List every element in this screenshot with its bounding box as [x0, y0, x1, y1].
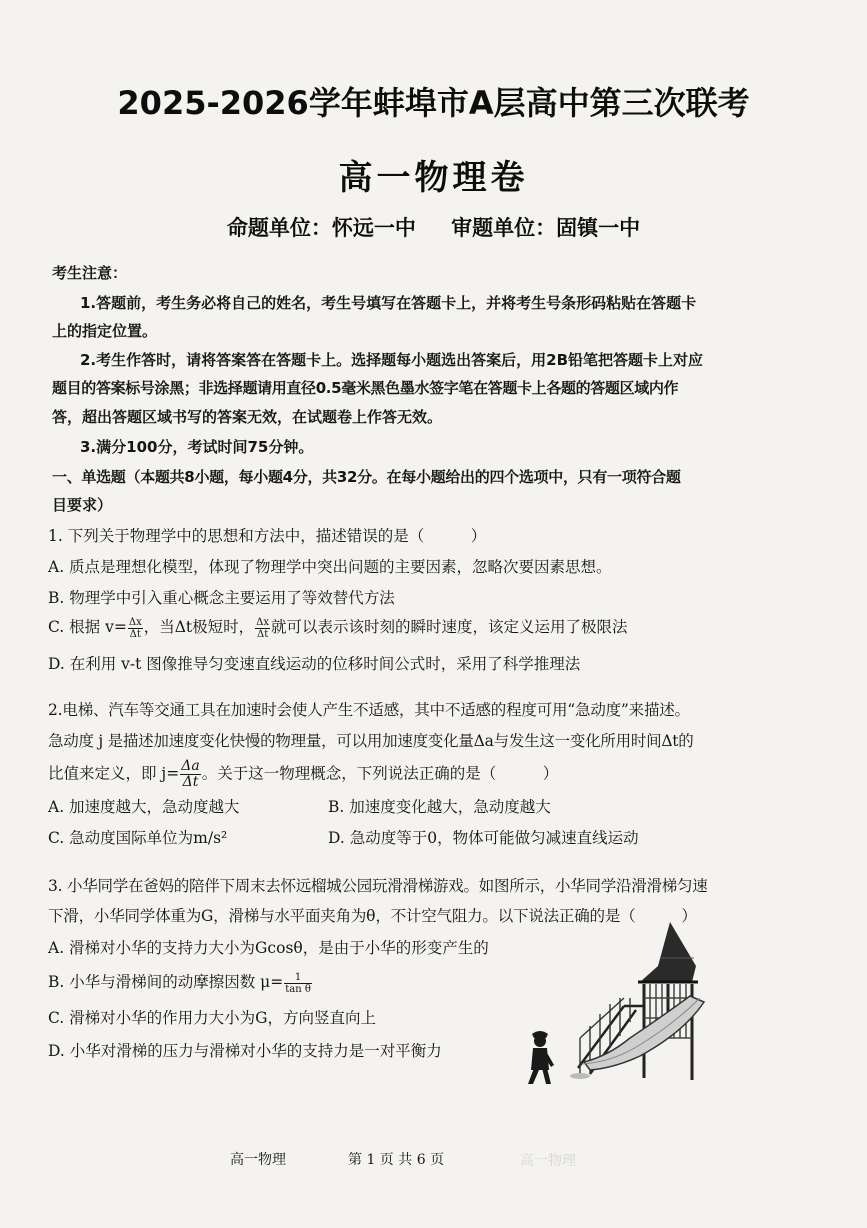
fraction: $\frac{\Delta a}{\Delta t}$	[181, 758, 200, 790]
q2-stem-line	[48, 759, 558, 790]
footer-subject: 高一物理	[230, 1152, 286, 1168]
q1-c-text: ，当Δt极短时，	[143, 618, 255, 636]
q1-c-text: 就可以表示该时刻的瞬时速度，该定义运用了极限法	[271, 618, 628, 636]
exam-units	[0, 212, 867, 242]
footer-page-number: 第 1 页 共 6 页	[348, 1152, 445, 1168]
q3-stem-line: 3. 小华同学在爸妈的陪伴下周末去怀远榴城公园玩滑滑梯游戏。如图所示，小华同学沿滑滑梯匀速	[48, 877, 708, 895]
q3-option-d: D. 小华对滑梯的压力与滑梯对小华的支持力是一对平衡力	[48, 1042, 442, 1060]
fraction: $\frac{\Delta x}{\Delta t}$	[256, 616, 270, 640]
reviewer-unit: 审题单位：固镇一中	[451, 216, 641, 240]
fraction: $\frac{1}{\text{tan θ}}$	[285, 971, 311, 995]
fraction: $\frac{\Delta x}{\Delta t}$	[128, 616, 142, 640]
tower-roof	[640, 922, 696, 982]
q2-option-b: B. 加速度变化越大，急动度越大	[328, 798, 551, 816]
q2-text: 。关于这一物理概念，下列说法正确的是（ ）	[201, 764, 559, 783]
q1-c-text: C. 根据 v=	[48, 618, 127, 636]
q2-option-a: A. 加速度越大，急动度越大	[48, 798, 240, 816]
q2-stem-line: 2.电梯、汽车等交通工具在加速时会使人产生不适感，其中不适感的程度可用“急动度”来描述。	[48, 701, 690, 719]
notice-line: 3.满分100分，考试时间75分钟。	[80, 438, 314, 456]
q1-option-b: B. 物理学中引入重心概念主要运用了等效替代方法	[48, 589, 395, 607]
exam-title: 2025-2026学年蚌埠市A层高中第三次联考	[117, 84, 750, 122]
slide-illustration	[520, 918, 720, 1088]
q2-option-d: D. 急动度等于0，物体可能做匀减速直线运动	[328, 829, 639, 847]
notice-heading: 考生注意：	[52, 264, 128, 282]
q2-option-c: C. 急动度国际单位为m/s²	[48, 829, 228, 847]
q1-option-a: A. 质点是理想化模型，体现了物理学中突出问题的主要因素，忽略次要因素思想。	[48, 558, 612, 576]
notice-line: 上的指定位置。	[52, 322, 158, 340]
q3-option-b	[48, 970, 313, 995]
bleed-through-text: 高一物理	[520, 1153, 576, 1169]
q3-stem-line: 下滑，小华同学体重为G，滑梯与水平面夹角为θ，不计空气阻力。以下说法正确的是（ ）	[48, 907, 697, 925]
q3-option-c: C. 滑梯对小华的作用力大小为G，方向竖直向上	[48, 1009, 377, 1027]
q2-stem-line: 急动度 j 是描述加速度变化快慢的物理量，可以用加速度变化量Δa与发生这一变化所用时间Δt的	[48, 732, 694, 750]
setter-unit: 命题单位：怀远一中	[226, 216, 416, 240]
q2-text: 比值来定义，即 j=	[48, 764, 180, 783]
q3-b-text: B. 小华与滑梯间的动摩擦因数 μ=	[48, 973, 284, 991]
paper-title: 高一物理卷	[338, 158, 529, 198]
notice-line: 答，超出答题区域书写的答案无效，在试题卷上作答无效。	[52, 408, 443, 426]
notice-line: 2.考生作答时，请将答案答在答题卡上。选择题每小题选出答案后，用2B铅笔把答题卡上对应	[80, 351, 704, 369]
q3-option-a: A. 滑梯对小华的支持力大小为Gcosθ，是由于小华的形变产生的	[48, 939, 489, 957]
section-heading: 目要求）	[52, 496, 113, 514]
section-heading: 一、单选题（本题共8小题，每小题4分，共32分。在每小题给出的四个选项中，只有一项符合题	[52, 468, 681, 486]
child-figure	[528, 1031, 554, 1084]
q1-stem: 1. 下列关于物理学中的思想和方法中，描述错误的是（ ）	[48, 527, 487, 545]
q1-option-d: D. 在利用 v-t 图像推导匀变速直线运动的位移时间公式时，采用了科学推理法	[48, 655, 581, 673]
q1-option-c	[48, 615, 628, 640]
notice-line: 题目的答案标号涂黑；非选择题请用直径0.5毫米黑色墨水签字笔在答题卡上各题的答题区域内作	[52, 379, 679, 397]
notice-line: 1.答题前，考生务必将自己的姓名，考生号填写在答题卡上，并将考生号条形码粘贴在答题卡	[80, 294, 697, 312]
